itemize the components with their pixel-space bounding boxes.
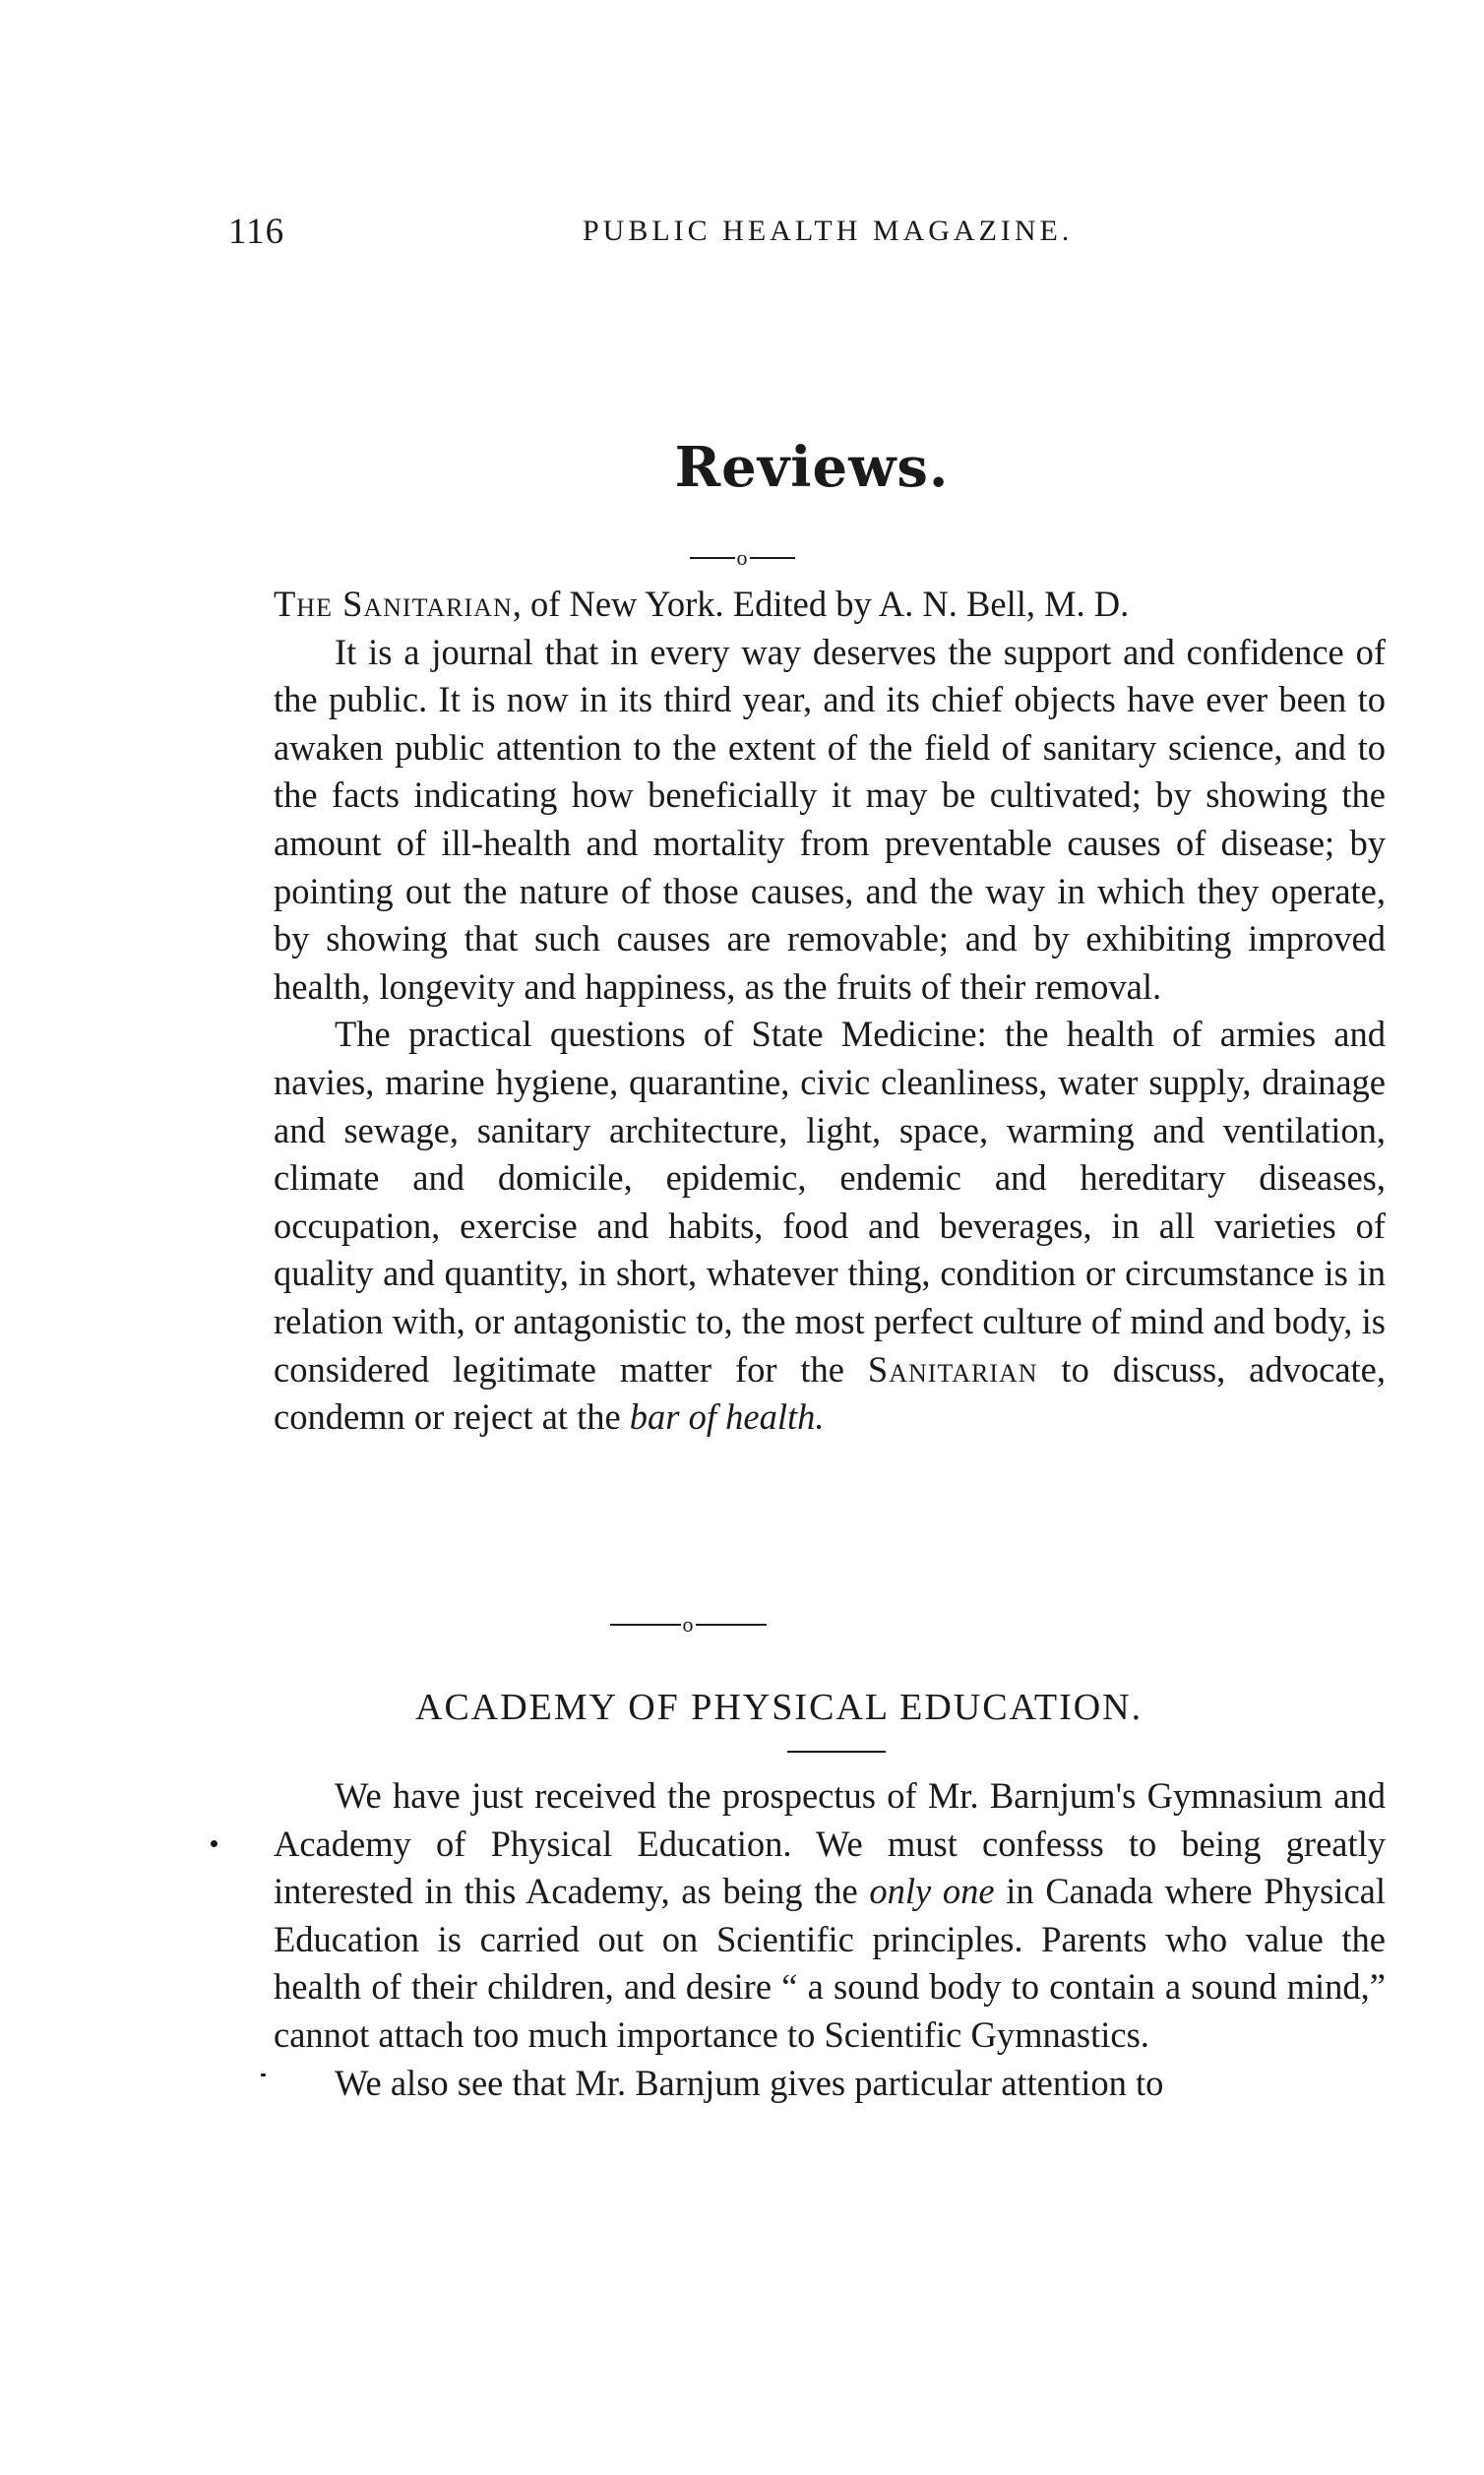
divider-glyph: o [682, 1612, 694, 1637]
article-paragraph-1-text-cont: in Canada where Physical Education is carried out on Scientific principles. Parents who value the health of their children, and desire “ a sound body to contain a sound mind,” cannot attach too much importance to Scientific Gymnastics. [274, 1871, 1386, 2055]
review-journal-name: The Sanitarian [274, 584, 513, 624]
article-block [274, 1772, 1386, 2107]
page-number: 116 [228, 212, 285, 252]
article-paragraph-1 [274, 1772, 1386, 2060]
article-paragraph-1-italic: only one [869, 1871, 995, 1912]
review-paragraph-2-text: The practical questions of State Medicine: the health of armies and navies, marine hygiene, quarantine, civic cleanliness, water supply, drainage and sewage, sanitary architecture, light, space, warming and ventilation, climate and domicile, epidemic, endemic and hereditary diseases, occupation, exercise and habits, food and beverages, in all varieties of quality and quantity, in short, whatever thing, condition or circumstance is in relation with, or antagonistic to, the most perfect culture of mind and body, is considered legitimate matter for the [274, 1014, 1386, 1390]
review-title-rest: , of New York. Edited by A. N. Bell, M. D. [512, 584, 1130, 624]
review-paragraph-2-italic: bar of health. [629, 1396, 825, 1438]
running-title: PUBLIC HEALTH MAGAZINE. [583, 215, 1074, 247]
review-block [274, 581, 1386, 1442]
article-heading: ACADEMY OF PHYSICAL EDUCATION. [415, 1687, 1144, 1728]
review-paragraph-2-text-cont: to discuss, advocate, condemn or reject at the [274, 1348, 1386, 1438]
section-heading: Reviews. [674, 435, 950, 500]
ornament-rule-left [690, 557, 735, 559]
margin-mark [211, 1840, 217, 1847]
divider-rule-right [696, 1624, 767, 1626]
review-title [274, 581, 1386, 629]
article-heading-rule [787, 1751, 886, 1753]
divider-rule-left [610, 1624, 681, 1626]
review-paragraph-2-journal: Sanitarian [867, 1348, 1038, 1390]
section-ornament [0, 547, 1484, 569]
ornament-glyph: o [736, 545, 748, 570]
review-paragraph-2 [274, 1011, 1386, 1441]
running-head [228, 211, 1390, 260]
review-divider [0, 1614, 1430, 1636]
ornament-rule-right [750, 557, 795, 559]
article-paragraph-2: We also see that Mr. Barnjum gives particular attention to [335, 2062, 1164, 2103]
margin-mark [261, 2073, 266, 2076]
review-paragraph-1: It is a journal that in every way deserves the support and confidence of the public. It is now in its third year, and its chief objects have ever been to awaken public attention to the extent of the field of sanitary science, and to the facts indicating how beneficially it may be cultivated; by showing the amount of ill-health and mortality from preventable causes of disease; by pointing out the nature of those causes, and the way in which they operate, by showing that such causes are removable; and by exhibiting improved health, longevity and happiness, as the fruits of their removal. [274, 631, 1386, 1007]
article-paragraph-1-text: We have just received the prospectus of Mr. Barnjum's Gymnasium and Academy of Physical Education. We must confesss to being greatly interested in this Academy, as being the [274, 1775, 1386, 1912]
